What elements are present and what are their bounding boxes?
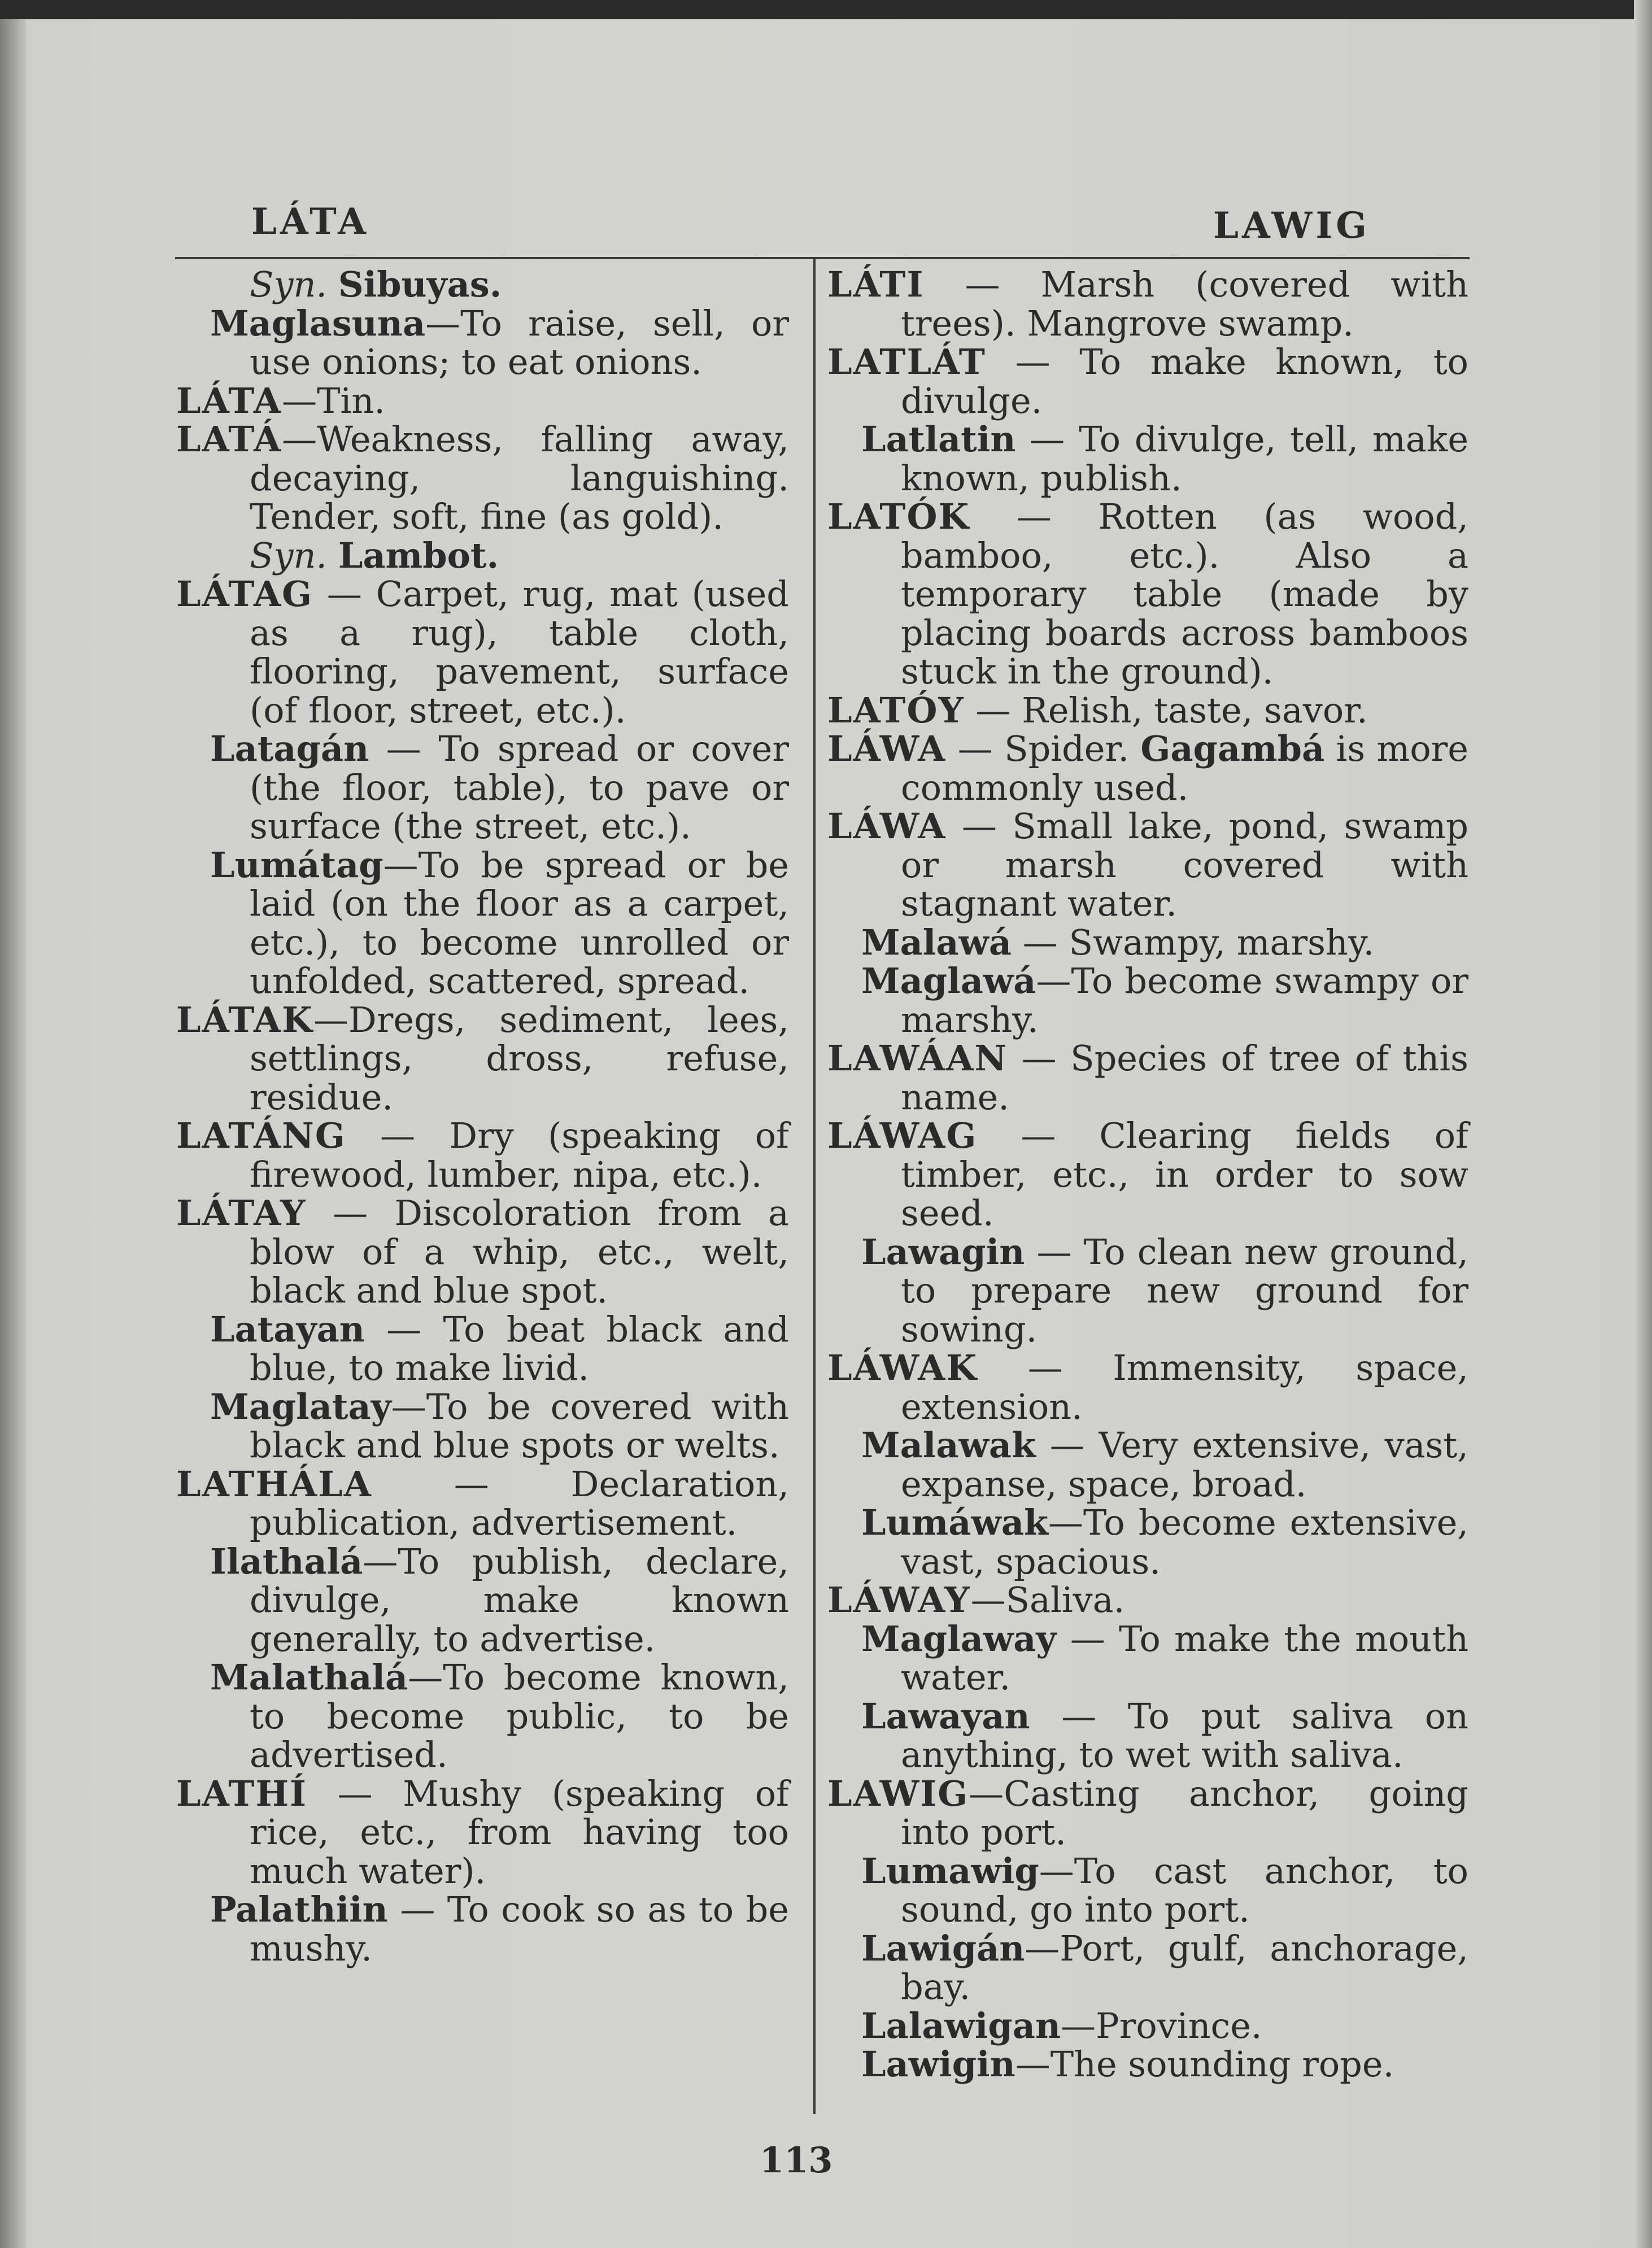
dictionary-subentry [827, 1697, 1468, 1775]
entry-dash: — [946, 805, 1013, 847]
definition: Port, gulf, anchorage, bay. [901, 1927, 1468, 2007]
entry-dash: — [978, 1347, 1113, 1388]
dictionary-entry [827, 1772, 1468, 1853]
dictionary-entry [176, 420, 789, 537]
entry-dash: — [306, 1192, 395, 1234]
dictionary-subentry [176, 846, 789, 1001]
subword: Maglatay [210, 1386, 391, 1427]
definition: To spread or cover (the floor, table), to pave or surface (the street, etc.). [250, 728, 789, 847]
right-column [827, 265, 1468, 2084]
dictionary-subentry [827, 1620, 1468, 1697]
entry-dash: — [986, 341, 1080, 382]
headword: LÁWA [827, 805, 947, 847]
subword: Lawigin [861, 2044, 1015, 2085]
definition: Clearing fields of timber, etc., in order to sow seed. [901, 1115, 1468, 1234]
headword: LÁWA [827, 728, 947, 769]
dictionary-entry [827, 691, 1468, 730]
left-column [176, 265, 789, 1968]
entry-dash: — [346, 1115, 450, 1156]
header-rule [175, 257, 1470, 259]
dictionary-entry [176, 1117, 789, 1194]
dictionary-entry [827, 807, 1468, 923]
headword: LATHÁLA [176, 1463, 372, 1505]
entry-dash: — [1025, 1927, 1060, 1969]
headword: LÁWAY [827, 1579, 971, 1620]
dictionary-entry [827, 265, 1468, 343]
headword: LÁTI [827, 264, 925, 305]
column-divider [813, 259, 816, 2114]
entry-dash: — [1061, 2005, 1096, 2046]
definition: Swampy, marshy. [1069, 921, 1375, 963]
definition: Marsh (covered with trees). Mangrove swamp. [901, 264, 1468, 344]
headword: LATÁNG [176, 1115, 346, 1156]
synonym-word: Sibuyas. [338, 264, 502, 305]
definition: Very extensive, vast, expanse, space, broad. [901, 1424, 1468, 1505]
definition: To put saliva on anything, to wet with saliva. [901, 1695, 1468, 1775]
entry-dash: — [1015, 2044, 1051, 2085]
running-head-right: LAWIG [1213, 204, 1370, 247]
subword: Lumáwak [861, 1502, 1048, 1543]
dictionary-entry [176, 1194, 789, 1310]
headword: LATÁ [176, 419, 282, 460]
dictionary-subentry [176, 1658, 789, 1775]
dictionary-subentry [827, 1426, 1468, 1504]
entry-dash: — [924, 264, 1041, 305]
subword: Malawak [861, 1424, 1036, 1466]
subword: Lawagin [861, 1231, 1025, 1273]
entry-dash: — [313, 573, 376, 615]
headword: LATHÍ [176, 1772, 308, 1814]
entry-dash: — [372, 1463, 571, 1505]
definition: To cast anchor, to sound, go into port. [901, 1850, 1468, 1930]
dictionary-entry [176, 1001, 789, 1117]
definition: Tin. [317, 380, 385, 421]
definition: Rotten (as wood, bamboo, etc.). Also a temporary table (made by placing boards across bamboos stuck in the ground). [901, 496, 1469, 692]
definition: Dry (speaking of firewood, lumber, nipa, etc.). [250, 1115, 790, 1195]
entry-dash: — [969, 1772, 1004, 1814]
entry-dash: — [282, 419, 317, 460]
definition: To cook so as to be mushy. [250, 1889, 789, 1969]
definition: To be spread or be laid (on the floor as a carpet, etc.), to become unrolled or unfolded, scattered, spread. [250, 844, 789, 1001]
dictionary-subentry [827, 2045, 1468, 2084]
entry-dash: — [1012, 921, 1069, 963]
entry-dash: — [363, 1540, 398, 1582]
definition: Small lake, pond, swamp or marsh covered with stagnant water. [901, 805, 1468, 924]
definition: To clean new ground, to prepare new ground for sowing. [901, 1231, 1468, 1350]
entry-dash: — [970, 496, 1099, 537]
subword: Latagán [210, 728, 369, 769]
dictionary-entry [827, 1581, 1468, 1620]
definition: Saliva. [1005, 1579, 1125, 1620]
entry-dash: — [970, 1579, 1006, 1620]
dictionary-subentry [827, 1233, 1468, 1349]
definition: Dregs, sediment, lees, settlings, dross, refuse, residue. [250, 999, 789, 1118]
dictionary-entry [176, 1465, 789, 1543]
dictionary-entry [176, 382, 789, 421]
subword: Palathiin [210, 1889, 388, 1930]
definition-continued: is more commonly used. [901, 728, 1469, 808]
headword: LATÓK [827, 496, 970, 537]
synonym-line [176, 265, 789, 304]
entry-dash: — [307, 1772, 403, 1814]
definition: Province. [1096, 2005, 1262, 2046]
subword: Lawigán [861, 1927, 1025, 1969]
headword: LATLÁT [827, 341, 986, 382]
definition: Species of tree of this name. [901, 1038, 1468, 1118]
definition: Casting anchor, going into port. [901, 1772, 1468, 1853]
dictionary-subentry [827, 1852, 1468, 1929]
subword: Lawayan [861, 1695, 1030, 1737]
headword: LATÓY [827, 689, 965, 731]
definition: Declaration, publication, advertisement. [250, 1463, 789, 1543]
synonym-tag: Syn. [250, 534, 328, 576]
entry-dash: — [369, 728, 439, 769]
synonym-word: Lambot. [338, 534, 499, 576]
dictionary-subentry [827, 420, 1468, 498]
subword: Lumawig [861, 1850, 1039, 1892]
definition: Carpet, rug, mat (used as a rug), table cloth, flooring, pavement, surface (of floor, street, etc.). [250, 573, 789, 731]
subword: Maglasuna [210, 302, 426, 344]
dictionary-entry [827, 343, 1468, 420]
dictionary-entry [827, 1117, 1468, 1233]
definition: To beat black and blue, to make livid. [250, 1308, 790, 1388]
headword: LÁTAY [176, 1192, 307, 1234]
entry-dash: — [425, 302, 461, 344]
definition: To raise, sell, or use onions; to eat onions. [250, 302, 789, 382]
dictionary-subentry [176, 1540, 789, 1659]
headword: LAWIG [827, 1772, 969, 1814]
entry-dash: — [364, 1308, 443, 1350]
entry-dash: — [391, 1386, 426, 1427]
entry-dash: — [1056, 1618, 1119, 1659]
entry-dash: — [946, 728, 1005, 769]
definition: To make known, to divulge. [901, 341, 1468, 421]
dictionary-entry [827, 1039, 1468, 1117]
dictionary-subentry [176, 1890, 789, 1968]
subword: Ilathalá [210, 1540, 363, 1582]
definition: Immensity, space, extension. [901, 1347, 1468, 1427]
scan-top-edge [0, 0, 1652, 19]
headword: LÁTAK [176, 999, 314, 1040]
subword: Latlatin [861, 419, 1016, 460]
scan-right-edge [1634, 0, 1652, 2248]
headword: LÁWAK [827, 1347, 978, 1388]
entry-dash: — [1008, 1038, 1071, 1079]
definition: The sounding rope. [1050, 2044, 1394, 2085]
entry-dash: — [1030, 1695, 1128, 1737]
definition: To become extensive, vast, spacious. [901, 1502, 1468, 1582]
definition: Spider. [1004, 728, 1130, 769]
dictionary-subentry [176, 304, 789, 382]
entry-dash: — [282, 380, 317, 421]
definition: To become swampy or marshy. [901, 960, 1468, 1040]
subword: Maglaway [861, 1618, 1057, 1659]
dictionary-subentry [176, 1310, 789, 1388]
definition: Relish, taste, savor. [1022, 689, 1368, 731]
synonym-tag: Syn. [250, 264, 328, 305]
definition: Weakness, falling away, decaying, languishing. Tender, soft, fine (as gold). [250, 419, 789, 537]
definition: To become known, to become public, to be advertised. [250, 1657, 789, 1775]
entry-dash: — [1048, 1502, 1083, 1543]
headword: LÁTAG [176, 573, 313, 615]
dictionary-subentry [827, 1929, 1468, 2007]
subword: Malathalá [210, 1657, 408, 1698]
entry-dash: — [408, 1657, 443, 1698]
dictionary-subentry [176, 1388, 789, 1465]
dictionary-subentry [827, 1504, 1468, 1581]
subword: Malawá [861, 921, 1012, 963]
dictionary-entry [176, 575, 789, 730]
headword: LÁWAG [827, 1115, 978, 1156]
definition: To divulge, tell, make known, publish. [901, 419, 1469, 499]
entry-dash: — [1025, 1231, 1084, 1273]
entry-dash: — [313, 999, 349, 1040]
page-number: 113 [760, 2140, 833, 2181]
subword: Lumátag [210, 844, 383, 886]
subword: Latayan [210, 1308, 365, 1350]
entry-dash: — [1015, 419, 1079, 460]
subword: Lalawigan [861, 2005, 1061, 2046]
definition: To publish, declare, divulge, make known generally, to advertise. [250, 1540, 789, 1659]
entry-dash: — [977, 1115, 1100, 1156]
entry-dash: — [964, 689, 1022, 731]
dictionary-entry [176, 1772, 790, 1892]
entry-dash: — [383, 844, 419, 886]
dictionary-entry [827, 498, 1468, 691]
headword: LAWÁAN [827, 1038, 1008, 1079]
entry-dash: — [1039, 1850, 1074, 1892]
definition: Mushy (speaking of rice, etc., from having too much water). [250, 1772, 790, 1892]
synonym-line [176, 534, 789, 576]
definition: Discoloration from a blow of a whip, etc., welt, black and blue spot. [250, 1192, 790, 1311]
dictionary-entry [827, 1349, 1468, 1426]
definition: To make the mouth water. [901, 1618, 1468, 1698]
running-head-left: LÁTA [251, 201, 369, 243]
definition: To be covered with black and blue spots or welts. [250, 1386, 789, 1466]
entry-dash: — [1036, 960, 1071, 1001]
dictionary-entry [827, 730, 1468, 807]
dictionary-subentry [176, 730, 789, 846]
entry-dash: — [387, 1889, 447, 1930]
book-gutter-shadow [0, 0, 26, 2248]
dictionary-subentry [827, 923, 1468, 962]
headword: LÁTA [176, 380, 282, 421]
dictionary-subentry [827, 962, 1468, 1039]
dictionary-subentry [827, 2007, 1468, 2046]
emphasized-word: Gagambá [1140, 728, 1325, 769]
subword: Maglawá [861, 960, 1036, 1001]
entry-dash: — [1036, 1424, 1099, 1466]
